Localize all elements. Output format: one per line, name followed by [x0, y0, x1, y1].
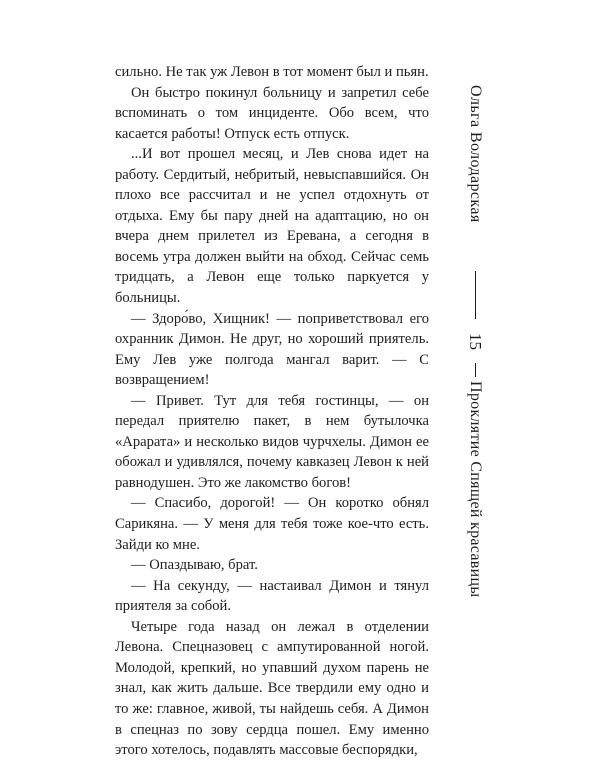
- paragraph-6: — Спасибо, дорогой! — Он коротко обнял Сарикяна. — У меня для тебя тоже кое-что есть. Зайди ко мне.: [115, 495, 429, 553]
- running-head-divider-bottom: [475, 363, 476, 377]
- page-number: 15: [466, 332, 485, 350]
- paragraph-3: ...И вот прошел месяц, и Лев снова идет на работу. Сердитый, небритый, невыспавшийся. Он плохо все рассчитал и не успел отдохнуть от отдыха. Ему бы пару дней на адаптацию, но он вчера днем прилетел из Еревана, а сегодня в восемь утра должен выйти на обход. Сейчас семь тридцать, а Левон еще только паркуется у больницы.: [115, 146, 429, 307]
- paragraph-8: — На секунду, — настаивал Димон и тянул приятеля за собой.: [115, 577, 429, 615]
- running-head: [460, 85, 490, 665]
- running-head-book-title: Проклятие Спящей красавицы: [467, 381, 484, 598]
- paragraph-9: Четыре года назад он лежал в отделении Левона. Спецназовец с ампутированной ногой. Молодой, крепкий, но упавший духом парень не знал, как жить дальше. Все твердили ему одно и то же: главное, живой, ты найдешь себя. А Димон в спецназ по зову сердца пошел. Ему именно этого хотелось, подавлять массовые беспорядки,: [115, 618, 429, 759]
- paragraph-1: сильно. Не так уж Левон в тот момент был и пьян.: [115, 64, 429, 80]
- paragraph-7: — Опаздываю, брат.: [131, 557, 258, 574]
- running-head-author: Ольга Володарская: [467, 85, 484, 223]
- body-text: [115, 62, 429, 761]
- running-head-divider-top: [475, 271, 476, 319]
- paragraph-5: — Привет. Тут для тебя гостинцы, — он передал приятелю пакет, в нем бутылочка «Арарата» и несколько видов чурчхелы. Димон ее обожал и удивлялся, почему кавказец Левон к ней равнодушен. Это же лакомство богов!: [115, 392, 429, 491]
- paragraph-2: Он быстро покинул больницу и запретил себе вспоминать о том инциденте. Обо всем, что касается работы! Отпуск есть отпуск.: [115, 84, 429, 142]
- paragraph-4: — Здоро́во, Хищник! — поприветствовал его охранник Димон. Не друг, но хороший приятель. Ему Лев уже полгода мангал варит. — С возвращением!: [115, 310, 429, 389]
